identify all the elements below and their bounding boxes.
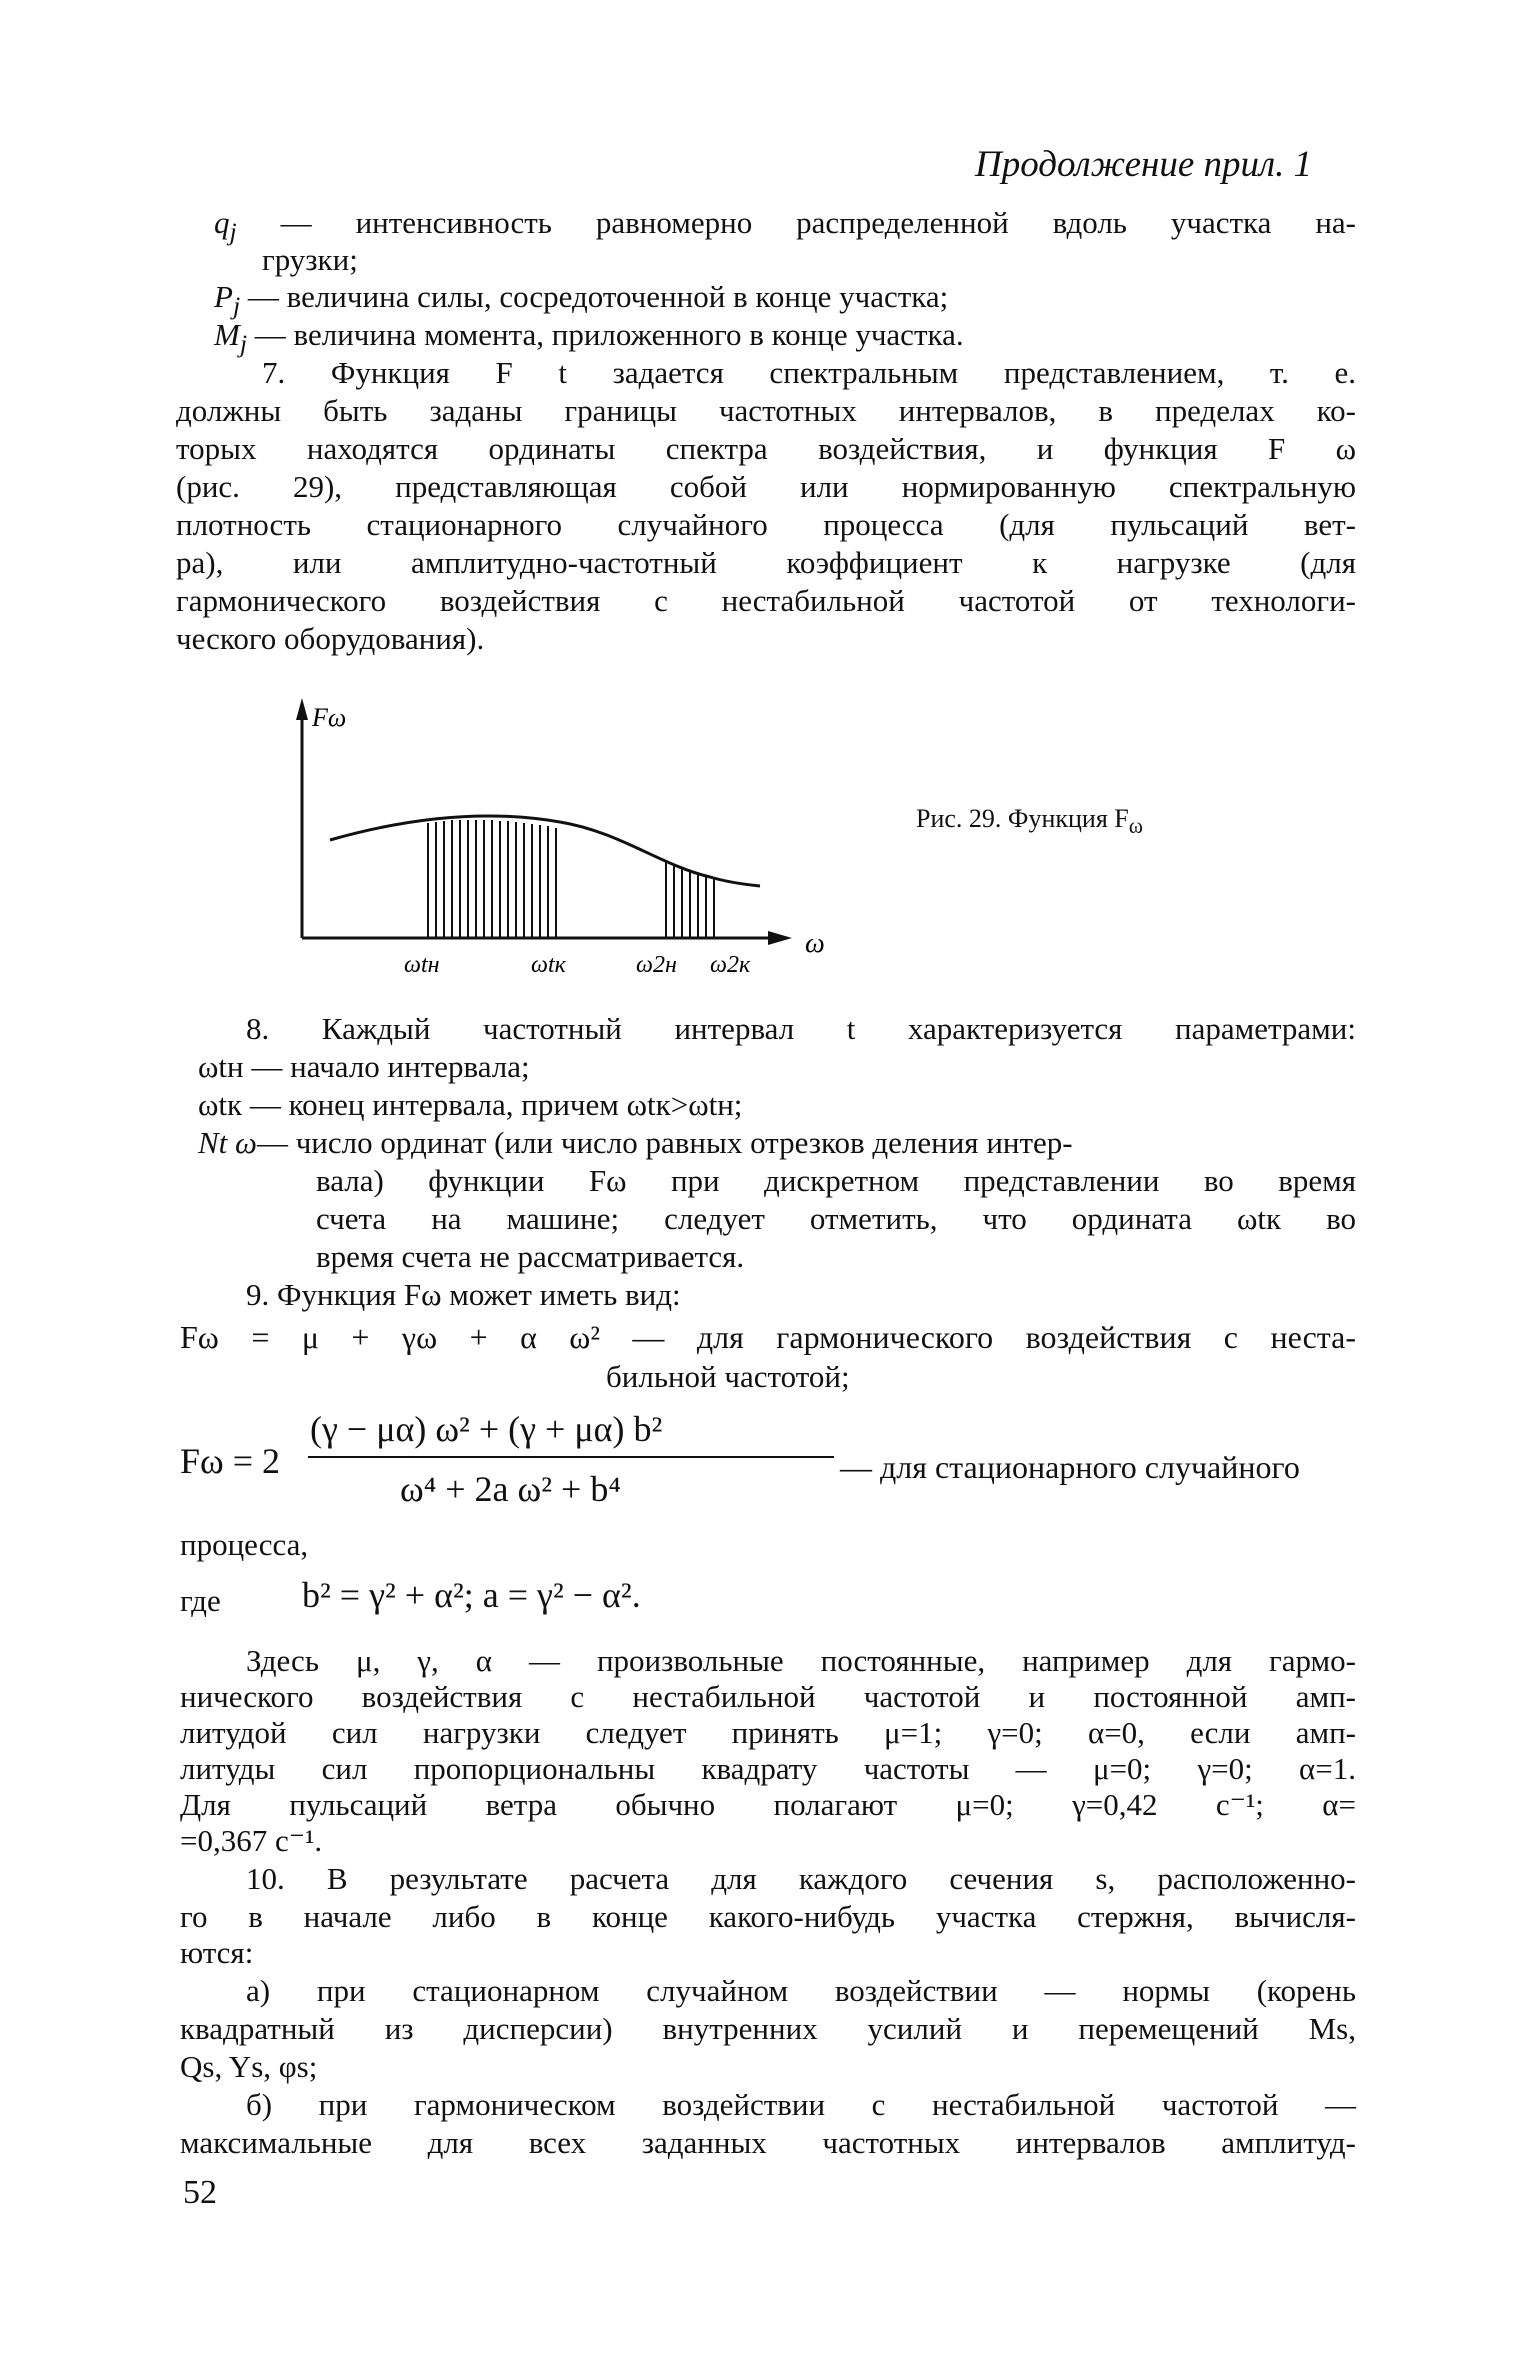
item7-line-2: должны быть заданы границы частотных интервалов, в пределах ко- (176, 393, 1356, 428)
formula-stationary-lhs: Fω = 2 (180, 1441, 281, 1481)
formula-harmonic-cont: бильной частотой; (606, 1359, 850, 1394)
tick-label: ωtн (404, 952, 440, 978)
item10-line-1: 10. В результате расчета для каждого сечения s, расположенно- (246, 1861, 1356, 1896)
item10-line-3: ются: (180, 1935, 254, 1970)
def-q-cont: грузки; (262, 242, 358, 277)
interval-2-hatch (666, 862, 714, 938)
interval-1-hatch (428, 820, 556, 938)
item10-a-line-2: квадратный из дисперсии) внутренних усилий и перемещений Ms, (180, 2011, 1356, 2046)
page-number: 52 (183, 2174, 217, 2211)
def-text: — величина момента, приложенного в конце участка. (247, 317, 964, 352)
def-subscript: j (229, 217, 237, 247)
function-curve (330, 816, 760, 886)
formula-stationary-numerator: (γ − μα) ω² + (γ + μα) b² (310, 1409, 663, 1449)
item8-n-line-2: вала) функции Fω при дискретном представлении во время (316, 1163, 1356, 1198)
formula-stationary-tail: — для стационарного случайного (840, 1449, 1300, 1485)
item7-line-5: плотность стационарного случайного процесса (для пульсаций вет- (176, 507, 1356, 542)
page-header: Продолжение прил. 1 (975, 144, 1313, 185)
item8-param-end: ωtк — конец интервала, причем ωtк>ωtн; (198, 1087, 743, 1122)
formula-harmonic: Fω = μ + γω + α ω² — для гармонического воздействия с неста- (180, 1319, 1356, 1355)
y-axis-label: Fω (312, 703, 347, 732)
def-text: — величина силы, сосредоточенной в конце участка; (240, 279, 949, 314)
item8-param-start: ωtн — начало интервала; (198, 1049, 530, 1084)
item8-n-line-4: время счета не рассматривается. (316, 1239, 745, 1274)
item10-line-2: го в начале либо в конце какого-нибудь участка стержня, вычисля- (180, 1899, 1356, 1934)
tick-label: ωtк (531, 952, 566, 978)
here-line-6: =0,367 с⁻¹. (180, 1823, 323, 1858)
caption-text: Рис. 29. Функция F (916, 804, 1129, 833)
figure-29 (280, 690, 840, 1010)
item9-intro: 9. Функция Fω может иметь вид: (246, 1277, 681, 1312)
item7-line-4: (рис. 29), представляющая собой или нормированную спектральную (176, 469, 1356, 504)
fraction-bar (308, 1456, 834, 1458)
def-symbol: P (214, 279, 233, 314)
def-q (214, 204, 1356, 251)
tick-label: ω2к (710, 952, 751, 978)
def-symbol: q (214, 205, 230, 240)
x-axis-arrow (768, 931, 792, 945)
here-line-2: нического воздействия с нестабильной частотой и постоянной амп- (180, 1679, 1356, 1714)
item10-b-line-1: б) при гармоническом воздействии с нестабильной частотой — (246, 2087, 1356, 2122)
n-symbol: Nt ω (198, 1125, 257, 1160)
here-line-1: Здесь μ, γ, α — произвольные постоянные, например для гармо- (246, 1643, 1356, 1678)
item7-line-7: гармонического воздействия с нестабильной частотой от технологи- (176, 583, 1356, 618)
where-label: где (180, 1583, 221, 1618)
item7-line-8: ческого оборудования). (176, 621, 485, 656)
item7-line-6: ра), или амплитудно-частотный коэффициент к нагрузке (для (176, 545, 1356, 580)
figure-caption (916, 800, 1143, 845)
item7-line-3: торых находятся ординаты спектра воздействия, и функция F ω (176, 431, 1356, 466)
def-text: — интенсивность равномерно распределенной вдоль участка на- (236, 205, 1356, 240)
item10-a-line-1: а) при стационарном случайном воздействии — нормы (корень (246, 1973, 1356, 2008)
x-axis-label: ω (805, 928, 825, 959)
here-line-4: литуды сил пропорциональны квадрату частоты — μ=0; γ=0; α=1. (180, 1751, 1356, 1786)
tick-label: ω2н (636, 952, 677, 978)
formula-stationary-denominator: ω⁴ + 2a ω² + b⁴ (400, 1469, 621, 1509)
item8-n-line-3: счета на машине; следует отметить, что ордината ωtк во (316, 1201, 1356, 1236)
def-subscript: j (239, 329, 248, 359)
def-symbol: M (214, 317, 240, 352)
where-expression: b² = γ² + α²; a = γ² − α². (302, 1575, 641, 1615)
caption-subscript: ω (1128, 814, 1144, 839)
item8-intro: 8. Каждый частотный интервал t характеризуется параметрами: (246, 1011, 1356, 1046)
item7-line-1: 7. Функция F t задается спектральным представлением, т. е. (262, 355, 1356, 390)
item10-a-line-3: Qs, Ys, φs; (180, 2049, 318, 2084)
def-subscript: j (232, 291, 241, 321)
y-axis-arrow (296, 698, 308, 720)
here-line-3: литудой сил нагрузки следует принять μ=1; γ=0; α=0, если амп- (180, 1715, 1356, 1750)
n-text: — число ординат (или число равных отрезков деления интер- (256, 1125, 1073, 1160)
here-line-5: Для пульсаций ветра обычно полагают μ=0; γ=0,42 с⁻¹; α= (180, 1787, 1356, 1822)
item10-b-line-2: максимальные для всех заданных частотных интервалов амплитуд- (180, 2125, 1356, 2160)
item8-n-symbol (198, 1124, 1073, 1162)
formula-stationary-cont: процесса, (180, 1527, 309, 1562)
